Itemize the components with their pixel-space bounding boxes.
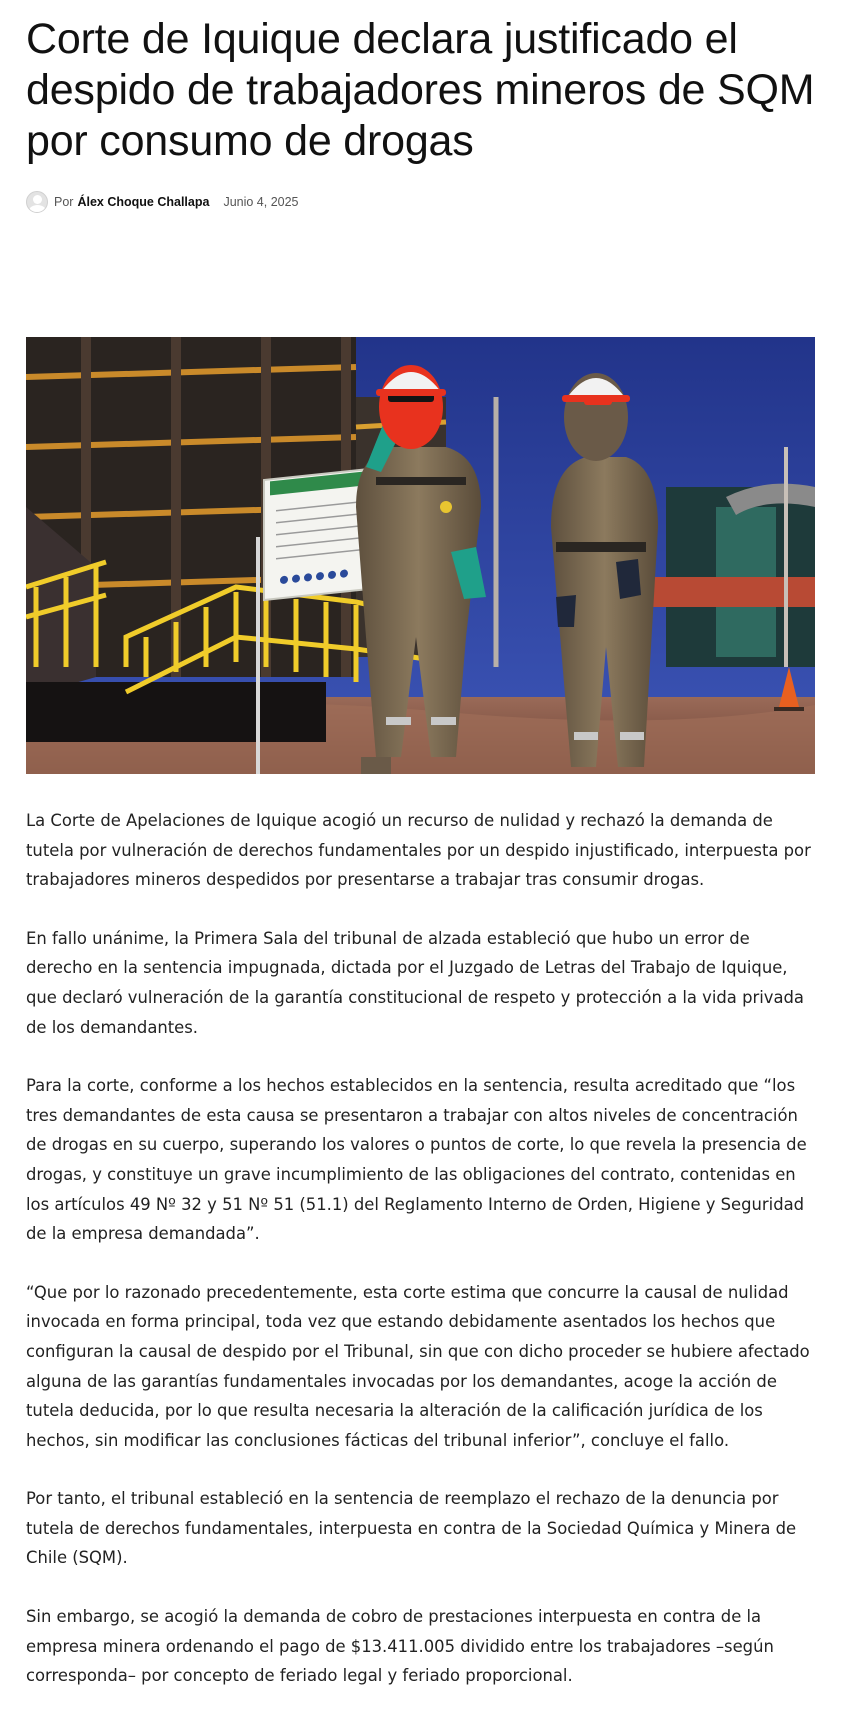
byline-prefix: Por bbox=[54, 195, 74, 209]
paragraph-5: Por tanto, el tribunal estableció en la sentencia de reemplazo el rechazo de la denuncia por tutela de derechos fundamentales, interpuesta en contra de la Sociedad Química y Minera de Chile (SQM). bbox=[26, 1489, 797, 1568]
paragraph-3: Para la corte, conforme a los hechos establecidos en la sentencia, resulta acreditado que “los tres demandantes de esta causa se presentaron a trabajar con altos niveles de concentración de drogas en su cuerpo, superando los valores o puntos de corte, lo que revela la presencia de drogas, y constituye un grave incumplimiento de las obligaciones del contrato, contenidas en los artículos 49 Nº 32 y 51 Nº 51 (51.1) del Reglamento Interno de Orden, Higiene y Seguridad de la empresa demandada”. bbox=[26, 1076, 807, 1244]
hero-image bbox=[26, 337, 815, 774]
photo-mining-workers-icon bbox=[26, 337, 815, 774]
paragraph-2: En fallo unánime, la Primera Sala del tribunal de alzada estableció que hubo un error de derecho en la sentencia impugnada, dictada por el Juzgado de Letras del Trabajo de Iquique, que declaró vulneración de la garantía constitucional de respeto y protección a la vida privada de los demandantes. bbox=[26, 928, 804, 1037]
paragraph-4: “Que por lo razonado precedentemente, esta corte estima que concurre la causal de nulidad invocada en forma principal, toda vez que estando debidamente asentados los hechos que configuran la causal de despido por el Tribunal, sin que con dicho proceder se hubiere afectado alguna de las garantías fundamentales invocadas por los demandantes, acoge la acción de tutela deducida, por lo que resulta necesaria la alteración de la calificación jurídica de los hechos, sin modificar las conclusiones fácticas del tribunal inferior”, concluye el fallo. bbox=[26, 1282, 810, 1450]
author-avatar-icon[interactable] bbox=[26, 191, 48, 213]
paragraph-1: La Corte de Apelaciones de Iquique acogió un recurso de nulidad y rechazó la demanda de tutela por vulneración de derechos fundamentales por un despido injustificado, interpuesta por trabajadores mineros despedidos por presentarse a trabajar tras consumir drogas. bbox=[26, 811, 811, 890]
publish-date: Junio 4, 2025 bbox=[223, 195, 299, 209]
article-meta bbox=[26, 190, 815, 214]
article-title: Corte de Iquique declara justificado el despido de trabajadores mineros de SQM por consumo de drogas bbox=[26, 15, 815, 165]
article-page bbox=[0, 14, 841, 1725]
paragraph-6: Sin embargo, se acogió la demanda de cobro de prestaciones interpuesta en contra de la empresa minera ordenando el pago de $13.411.005 dividido entre los trabajadores –según corresponda– por concepto de feriado legal y feriado proporcional. bbox=[26, 1607, 774, 1686]
article-body bbox=[26, 806, 818, 1720]
author-link[interactable]: Álex Choque Challapa bbox=[77, 195, 210, 209]
